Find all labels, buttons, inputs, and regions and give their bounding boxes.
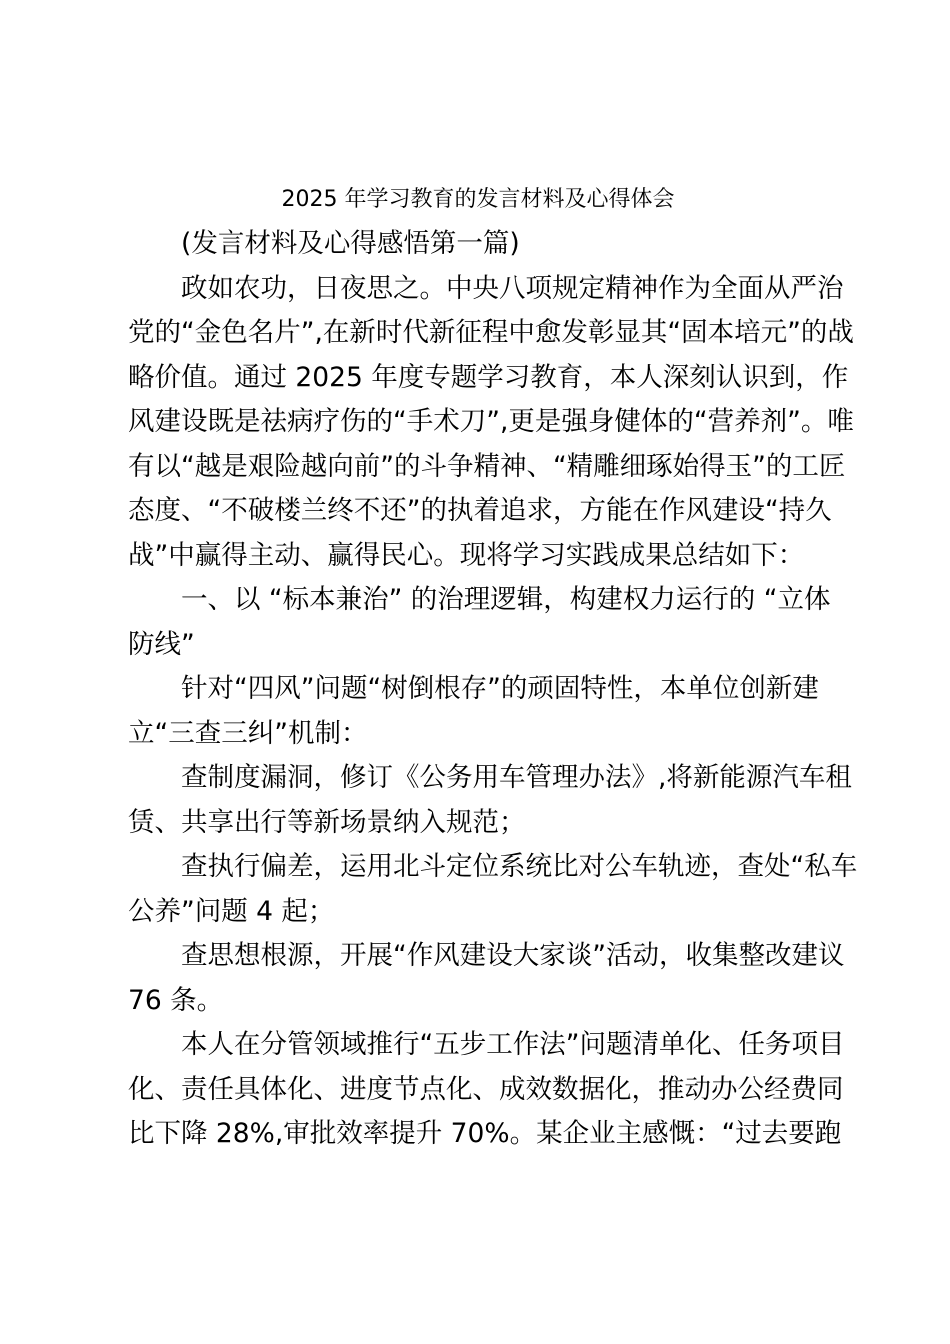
text-line: 比下降 28%,审批效率提升 70%。某企业主感慨：“过去要跑 bbox=[128, 1118, 842, 1149]
document-body bbox=[128, 267, 858, 1157]
text-line: 政如农功，日夜思之。中央八项规定精神作为全面从严治 bbox=[181, 272, 844, 304]
method-paragraph bbox=[128, 1023, 845, 1157]
text-line: 防线” bbox=[128, 628, 195, 660]
section-heading bbox=[128, 578, 831, 667]
text-line: 查执行偏差，运用北斗定位系统比对公车轨迹，查处“私车 bbox=[181, 851, 858, 882]
check-item-paragraph bbox=[128, 756, 852, 845]
text-line: 针对“四风”问题“树倒根存”的顽固特性，本单位创新建 bbox=[181, 673, 819, 704]
text-line: 有以“越是艰险越向前”的斗争精神、“精雕细琢始得玉”的工匠 bbox=[128, 450, 846, 482]
document-subtitle: (发言材料及心得感悟第一篇) bbox=[181, 228, 520, 259]
text-line: 党的“金色名片”,在新时代新征程中愈发彰显其“固本培元”的战 bbox=[128, 317, 854, 348]
text-line: 本人在分管领域推行“五步工作法”问题清单化、任务项目 bbox=[181, 1029, 845, 1060]
text-line: 态度、“不破楼兰终不还”的执着追求，方能在作风建设“持久 bbox=[128, 495, 832, 526]
text-line: 查制度漏洞，修订《公务用车管理办法》,将新能源汽车租 bbox=[181, 762, 852, 793]
text-line: 立“三查三纠”机制： bbox=[128, 717, 368, 749]
text-line: 略价值。通过 2025 年度专题学习教育，本人深刻认识到，作 bbox=[128, 361, 849, 393]
text-line: 化、责任具体化、进度节点化、成效数据化，推动办公经费同 bbox=[128, 1073, 844, 1105]
mechanism-paragraph bbox=[128, 667, 828, 756]
text-line: 查思想根源，开展“作风建设大家谈”活动，收集整改建议 bbox=[181, 940, 845, 971]
text-line: 76 条。 bbox=[128, 984, 224, 1016]
document-page bbox=[128, 178, 858, 1157]
check-item-paragraph bbox=[128, 934, 845, 1023]
intro-paragraph bbox=[128, 267, 854, 579]
document-title: 2025 年学习教育的发言材料及心得体会 bbox=[281, 187, 675, 212]
text-line: 战”中赢得主动、赢得民心。现将学习实践成果总结如下： bbox=[128, 539, 805, 571]
text-line: 一、以 “标本兼治” 的治理逻辑，构建权力运行的 “立体 bbox=[181, 584, 831, 615]
check-item-paragraph bbox=[128, 845, 858, 934]
text-line: 公养”问题 4 起； bbox=[128, 895, 335, 927]
text-line: 风建设既是祛病疗伤的“手术刀”,更是强身健体的“营养剂”。唯 bbox=[128, 406, 854, 437]
text-line: 赁、共享出行等新场景纳入规范； bbox=[128, 806, 526, 838]
